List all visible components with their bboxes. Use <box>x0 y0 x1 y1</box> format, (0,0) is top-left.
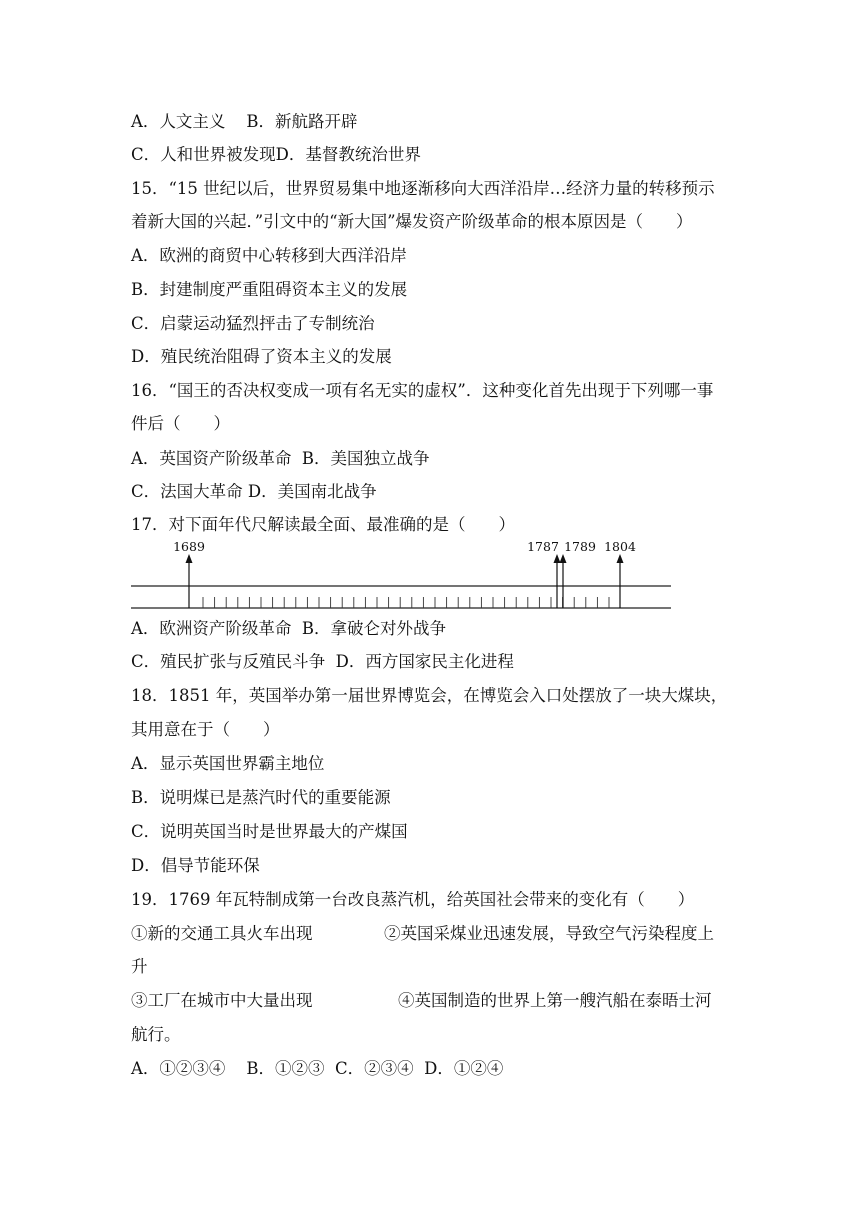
q19-item2: ②英国采煤业迅速发展，导致空气污染程度上 <box>384 924 714 943</box>
q18-stem-line1: 18．1851 年，英国举办第一届世界博览会，在博览会入口处摆放了一块大煤块， <box>131 686 728 705</box>
q18-option-c: C．说明英国当时是世界最大的产煤国 <box>131 822 408 841</box>
ruler-ticks <box>203 597 609 608</box>
q15-option-b: B．封建制度严重阻碍资本主义的发展 <box>131 280 408 299</box>
q19-item4: ④英国制造的世界上第一艘汽船在泰晤士河 <box>398 991 712 1010</box>
q15-option-d: D．殖民统治阻碍了资本主义的发展 <box>131 347 392 366</box>
q17-options-line1: A．欧洲资产阶级革命 B．拿破仑对外战争 <box>131 619 447 638</box>
q19-stem: 19．1769 年瓦特制成第一台改良蒸汽机，给英国社会带来的变化有（ ） <box>131 890 695 909</box>
q14-options-line2: C．人和世界被发现D．基督教统治世界 <box>131 145 421 164</box>
q18-option-b: B．说明煤已是蒸汽时代的重要能源 <box>131 788 391 807</box>
q16-stem-line1: 16．“国王的否决权变成一项有名无实的虚权”．这种变化首先出现于下列哪一事 <box>131 381 714 400</box>
q15-stem-line1: 15．“15 世纪以后，世界贸易集中地逐渐移向大西洋沿岸…经济力量的转移预示 <box>131 179 715 198</box>
arrow-1804-head <box>617 554 624 563</box>
q15-option-a: A．欧洲的商贸中心转移到大西洋沿岸 <box>131 246 407 265</box>
year-label-1804: 1804 <box>604 540 636 554</box>
q16-options-line1: A．英国资产阶级革命 B．美国独立战争 <box>131 449 430 468</box>
arrow-1689-head <box>186 554 193 563</box>
q16-options-line2: C．法国大革命 D．美国南北战争 <box>131 482 377 501</box>
year-label-1689: 1689 <box>173 540 205 554</box>
timeline-ruler <box>131 540 676 614</box>
q14-options-line1: A．人文主义 B．新航路开辟 <box>131 112 358 131</box>
year-label-1789: 1789 <box>564 540 596 554</box>
q19-item3: ③工厂在城市中大量出现 <box>131 991 313 1010</box>
q16-stem-line2: 件后（ ） <box>131 414 230 433</box>
q17-stem: 17．对下面年代尺解读最全面、最准确的是（ ） <box>131 515 515 534</box>
q19-item2-cont: 升 <box>131 957 148 976</box>
q17-options-line2: C．殖民扩张与反殖民斗争 D．西方国家民主化进程 <box>131 652 514 671</box>
q19-item1: ①新的交通工具火车出现 <box>131 924 313 943</box>
q15-option-c: C．启蒙运动猛烈抨击了专制统治 <box>131 314 375 333</box>
arrow-1789-head <box>560 554 567 563</box>
q15-stem-line2: 着新大国的兴起．”引文中的“新大国”爆发资产阶级革命的根本原因是（ ） <box>131 212 693 231</box>
q19-item4-cont: 航行。 <box>131 1025 181 1044</box>
q18-option-a: A．显示英国世界霸主地位 <box>131 754 325 773</box>
year-label-1787: 1787 <box>527 540 559 554</box>
q19-options: A．①②③④ B．①②③ C．②③④ D．①②④ <box>131 1059 504 1078</box>
q18-option-d: D．倡导节能环保 <box>131 856 260 875</box>
arrow-1787-head <box>554 554 561 563</box>
q18-stem-line2: 其用意在于（ ） <box>131 720 280 739</box>
